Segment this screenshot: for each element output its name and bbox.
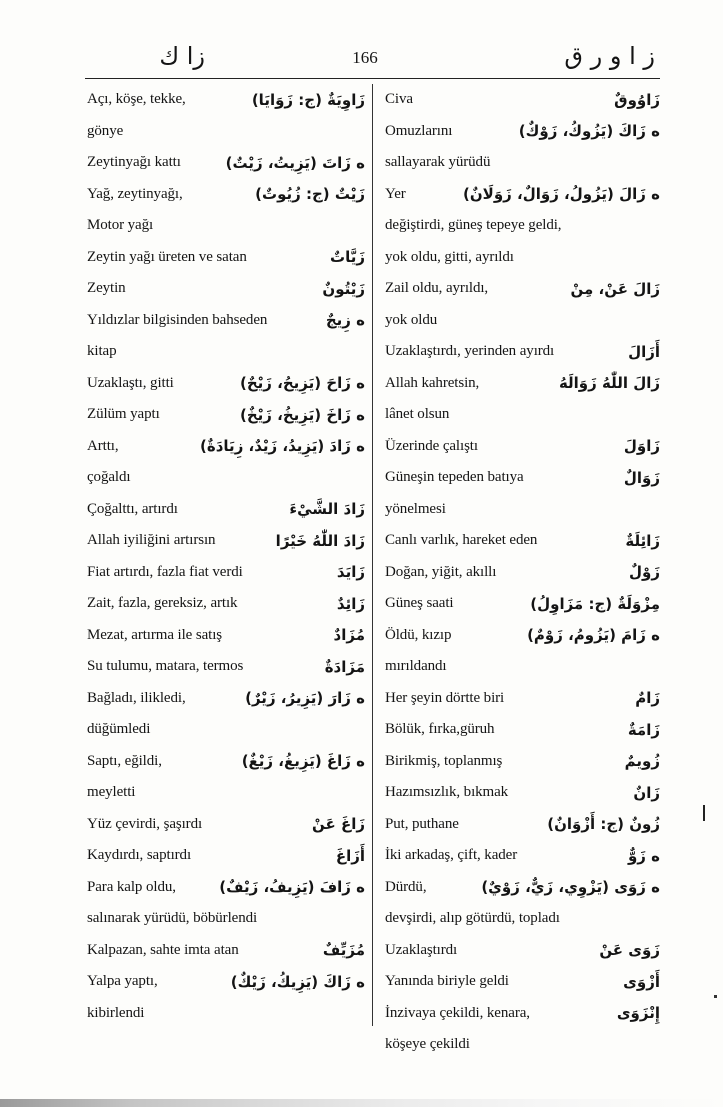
header-left-letters: زا ك [159, 42, 205, 70]
arabic-headword: زَائِدٌ [336, 594, 365, 613]
dictionary-line [385, 116, 660, 148]
turkish-definition: Uzaklaştırdı [385, 941, 458, 958]
dictionary-line [385, 714, 660, 746]
turkish-definition: meyletti [87, 784, 136, 801]
dictionary-line [87, 903, 365, 935]
turkish-definition: Üzerinde çalıştı [385, 437, 478, 454]
dictionary-line [385, 746, 660, 778]
dictionary-line [87, 84, 365, 116]
turkish-definition: İnzivaya çekildi, kenara, [385, 1004, 530, 1021]
dictionary-line [87, 462, 365, 494]
dictionary-line [87, 651, 365, 683]
turkish-definition: Hazımsızlık, bıkmak [385, 784, 509, 801]
turkish-definition: Saptı, eğildi, [87, 752, 162, 769]
arabic-headword: ه زَادَ (يَزِيدُ، زَيْدٌ، زِيَادَةٌ) [200, 437, 365, 456]
dictionary-line [385, 525, 660, 557]
arabic-headword: زَاغَ عَنْ [312, 815, 365, 834]
turkish-definition: yok oldu [385, 311, 438, 328]
turkish-definition: Yer [385, 185, 406, 202]
turkish-definition: Dürdü, [385, 878, 427, 895]
dictionary-line [87, 746, 365, 778]
dictionary-line [385, 399, 660, 431]
dictionary-line [87, 494, 365, 526]
turkish-definition: İki arkadaş, çift, kader [385, 847, 518, 864]
dictionary-line [385, 872, 660, 904]
turkish-definition: sallayarak yürüdü [385, 154, 491, 171]
turkish-definition: Fiat artırdı, fazla fiat verdi [87, 563, 243, 580]
turkish-definition: değiştirdi, güneş tepeye geldi, [385, 217, 562, 234]
dictionary-line [87, 525, 365, 557]
arabic-headword: زُويمٌ [624, 752, 660, 771]
turkish-definition: Yıldızlar bilgisinden bahseden [87, 311, 268, 328]
dictionary-line [385, 620, 660, 652]
margin-mark [703, 805, 705, 821]
arabic-headword: مِزْوَلَةٌ (ج: مَزَاوِلُ) [530, 594, 660, 613]
arabic-headword: زَاوَلَ [623, 437, 660, 456]
turkish-definition: yönelmesi [385, 500, 446, 517]
dictionary-line [385, 462, 660, 494]
arabic-headword: زَادَ اللّٰهُ خَيْرًا [275, 531, 365, 550]
turkish-definition: Doğan, yiğit, akıllı [385, 563, 497, 580]
turkish-definition: Uzaklaştırdı, yerinden ayırdı [385, 343, 555, 360]
turkish-definition: Zülüm yaptı [87, 406, 160, 423]
turkish-definition: Su tulumu, matara, termos [87, 658, 244, 675]
dictionary-line [385, 935, 660, 967]
arabic-headword: ه زَارَ (يَزِيرُ، زَيْرٌ) [245, 689, 365, 708]
dictionary-line [87, 809, 365, 841]
column-divider [372, 84, 373, 1026]
turkish-definition: Canlı varlık, hareket eden [385, 532, 538, 549]
turkish-definition: Put, puthane [385, 815, 459, 832]
turkish-definition: Zail oldu, ayrıldı, [385, 280, 489, 297]
turkish-definition: Kaydırdı, saptırdı [87, 847, 192, 864]
turkish-definition: Her şeyin dörtte biri [385, 689, 505, 706]
arabic-headword: زَامٌ [635, 689, 660, 708]
arabic-headword: مَزَادَةٌ [324, 657, 365, 676]
dictionary-line [87, 210, 365, 242]
dictionary-line [385, 305, 660, 337]
dictionary-line [87, 966, 365, 998]
dictionary-line [87, 431, 365, 463]
turkish-definition: Yalpa yaptı, [87, 973, 158, 990]
arabic-headword: ه زَاتَ (يَزِيتُ، زَيْتٌ) [225, 153, 365, 172]
dictionary-line [87, 714, 365, 746]
arabic-headword: ه زَافَ (يَزِيفُ، زَيْفٌ) [219, 878, 365, 897]
turkish-definition: salınarak yürüdü, böbürlendi [87, 910, 258, 927]
arabic-headword: ه زَامَ (يَزُومُ، زَوْمٌ) [527, 626, 660, 645]
dictionary-line [87, 557, 365, 589]
dictionary-line [87, 777, 365, 809]
dictionary-line [87, 872, 365, 904]
dictionary-line [385, 588, 660, 620]
arabic-headword: ه زَاكَ (يَزِيكُ، زَيْكٌ) [230, 972, 365, 991]
dictionary-line [385, 179, 660, 211]
arabic-headword: مُزَيِّفٌ [322, 941, 365, 960]
left-column [87, 84, 365, 1029]
arabic-headword: أَزَالَ [628, 342, 660, 361]
dictionary-line [385, 336, 660, 368]
turkish-definition: gönye [87, 122, 124, 139]
scan-edge-shadow [0, 1099, 723, 1107]
turkish-definition: Yanında biriyle geldi [385, 973, 509, 990]
arabic-headword: أَزَاغَ [335, 846, 365, 865]
dictionary-line [385, 840, 660, 872]
header-rule [85, 78, 660, 79]
turkish-definition: Motor yağı [87, 217, 154, 234]
turkish-definition: Güneşin tepeden batıya [385, 469, 524, 486]
arabic-headword: زَايَدَ [336, 563, 365, 582]
dictionary-line [87, 935, 365, 967]
margin-dot [714, 995, 717, 998]
right-column [385, 84, 660, 1061]
dictionary-line [87, 998, 365, 1030]
dictionary-line [385, 903, 660, 935]
arabic-headword: زَاوُوقٌ [614, 90, 660, 109]
arabic-headword: زَالَ اللّٰهُ زَوَالَهُ [558, 374, 660, 393]
arabic-headword: ه زَوَى (يَزْوِي، زَيٌّ، زَوْيٌ) [481, 878, 660, 897]
turkish-definition: Yağ, zeytinyağı, [87, 185, 183, 202]
turkish-definition: köşeye çekildi [385, 1036, 470, 1053]
turkish-definition: Omuzlarını [385, 122, 453, 139]
dictionary-line [87, 147, 365, 179]
arabic-headword: زُونٌ (ج: أَزْوَانٌ) [547, 815, 660, 834]
turkish-definition: mırıldandı [385, 658, 447, 675]
turkish-definition: Birikmiş, toplanmış [385, 752, 503, 769]
arabic-headword: ه زَالَ (يَزُولُ، زَوَالٌ، زَوَلَانٌ) [463, 185, 660, 204]
turkish-definition: kibirlendi [87, 1004, 145, 1021]
arabic-headword: زَوَالٌ [623, 468, 660, 487]
turkish-definition: Para kalp oldu, [87, 878, 176, 895]
turkish-definition: Uzaklaştı, gitti [87, 374, 174, 391]
arabic-headword: زَيْتٌ (ج: زُيُوتٌ) [255, 185, 365, 204]
dictionary-line [385, 998, 660, 1030]
dictionary-line [385, 1029, 660, 1061]
dictionary-line [385, 809, 660, 841]
arabic-headword: ه زَاحَ (يَزِيحُ، زَيْحٌ) [239, 374, 365, 393]
turkish-definition: kitap [87, 343, 117, 360]
dictionary-line [385, 147, 660, 179]
arabic-headword: زَاوِيَةٌ (ج: زَوَايَا) [251, 90, 365, 109]
turkish-definition: lânet olsun [385, 406, 450, 423]
dictionary-line [87, 336, 365, 368]
turkish-definition: Kalpazan, sahte imta atan [87, 941, 239, 958]
turkish-definition: Zeytin [87, 280, 126, 297]
dictionary-line [385, 777, 660, 809]
arabic-headword: إِنْزَوَى [616, 1004, 660, 1023]
page-number: 166 [352, 48, 378, 67]
dictionary-line [87, 840, 365, 872]
dictionary-line [87, 273, 365, 305]
arabic-headword: زَوَى عَنْ [599, 941, 660, 960]
turkish-definition: Zeytinyağı kattı [87, 154, 181, 171]
turkish-definition: Zeytin yağı üreten ve satan [87, 248, 247, 265]
dictionary-line [385, 273, 660, 305]
dictionary-line [87, 305, 365, 337]
dictionary-line [87, 242, 365, 274]
turkish-definition: Güneş saati [385, 595, 454, 612]
arabic-headword: ه زَاكَ (يَزُوكُ، زَوْكٌ) [518, 122, 660, 141]
turkish-definition: çoğaldı [87, 469, 131, 486]
arabic-headword: زَامَةٌ [627, 720, 660, 739]
arabic-headword: ه زَوٌّ [627, 846, 660, 865]
turkish-definition: Zait, fazla, gereksiz, artık [87, 595, 238, 612]
arabic-headword: زَادَ الشَّيْءَ [289, 500, 365, 519]
header-right-letters: ز ا و ر ق [564, 42, 655, 70]
arabic-headword: زَيَّاتٌ [330, 248, 365, 267]
turkish-definition: düğümledi [87, 721, 151, 738]
dictionary-line [87, 683, 365, 715]
arabic-headword: ه زَاخَ (يَزِيخُ، زَيْخٌ) [239, 405, 365, 424]
dictionary-line [87, 368, 365, 400]
dictionary-line [385, 557, 660, 589]
arabic-headword: مُزَادٌ [333, 626, 365, 645]
dictionary-line [385, 966, 660, 998]
arabic-headword: زَائِلَةٌ [625, 531, 660, 550]
arabic-headword: ه زَاغَ (يَزِيغُ، زَيْغٌ) [241, 752, 365, 771]
dictionary-line [87, 620, 365, 652]
turkish-definition: Allah iyiliğini artırsın [87, 532, 216, 549]
turkish-definition: Bölük, fırka,güruh [385, 721, 495, 738]
turkish-definition: Allah kahretsin, [385, 374, 480, 391]
dictionary-line [385, 494, 660, 526]
dictionary-line [385, 242, 660, 274]
turkish-definition: Açı, köşe, tekke, [87, 91, 186, 108]
turkish-definition: Mezat, artırma ile satış [87, 626, 223, 643]
dictionary-line [385, 84, 660, 116]
dictionary-line [385, 210, 660, 242]
dictionary-line [87, 399, 365, 431]
turkish-definition: Bağladı, ilikledi, [87, 689, 186, 706]
arabic-headword: زَوْلٌ [629, 563, 660, 582]
turkish-definition: yok oldu, gitti, ayrıldı [385, 248, 514, 265]
arabic-headword: أَزْوَى [623, 972, 660, 991]
turkish-definition: Çoğalttı, artırdı [87, 500, 178, 517]
dictionary-line [87, 116, 365, 148]
dictionary-line [385, 431, 660, 463]
dictionary-line [87, 179, 365, 211]
arabic-headword: ه زِيجٌ [325, 311, 365, 330]
turkish-definition: Yüz çevirdi, şaşırdı [87, 815, 203, 832]
turkish-definition: Arttı, [87, 437, 119, 454]
arabic-headword: زَيْتُونٌ [322, 279, 365, 298]
arabic-headword: زَانٌ [633, 783, 660, 802]
dictionary-line [385, 368, 660, 400]
dictionary-line [385, 683, 660, 715]
dictionary-line [87, 588, 365, 620]
turkish-definition: Civa [385, 91, 413, 108]
turkish-definition: devşirdi, alıp götürdü, topladı [385, 910, 560, 927]
arabic-headword: زَالَ عَنْ، مِنْ [570, 279, 660, 298]
dictionary-line [385, 651, 660, 683]
turkish-definition: Öldü, kızıp [385, 626, 452, 643]
